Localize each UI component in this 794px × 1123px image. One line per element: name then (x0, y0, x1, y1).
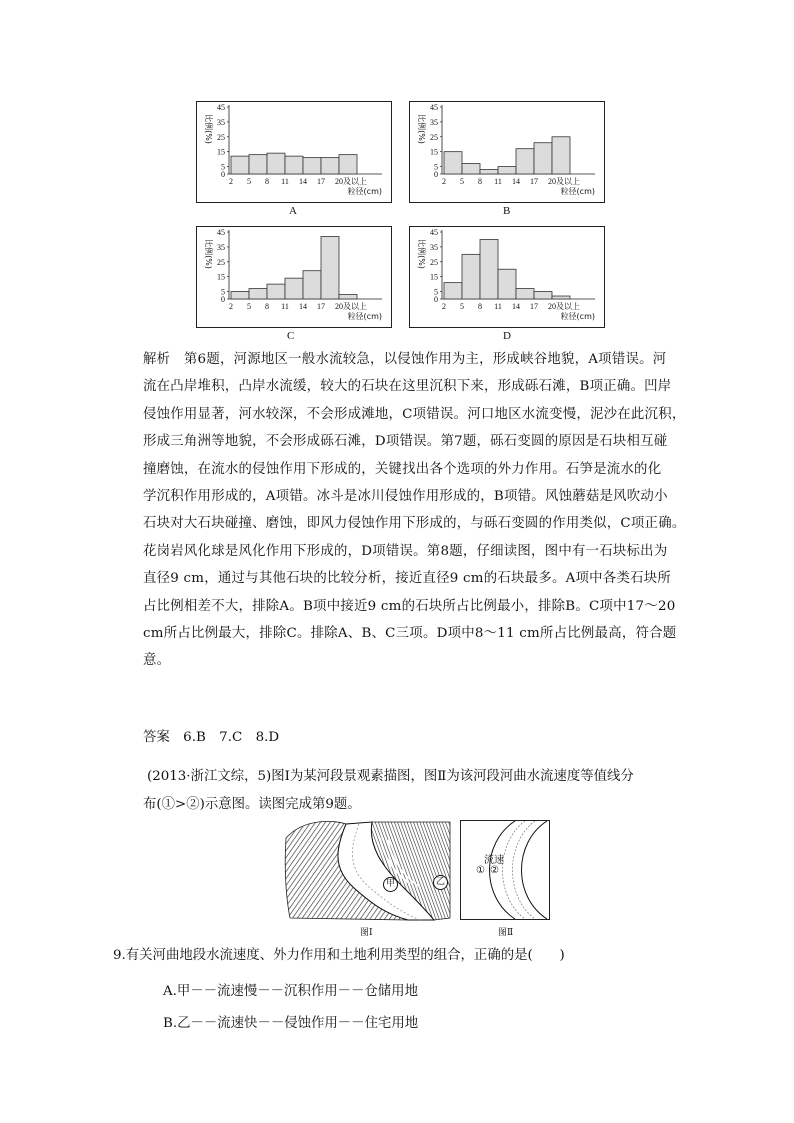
x-tick-label: 2 (229, 177, 233, 186)
y-tick-label: 15 (217, 272, 225, 282)
x-tick-label: 8 (478, 302, 482, 311)
x-tick-label: 20及以上 (335, 302, 367, 311)
bar (267, 284, 285, 299)
x-axis-label: 粒径(cm) (560, 187, 595, 196)
bar (444, 152, 462, 174)
analysis-line: 石块对大石块碰撞、磨蚀，即风力侵蚀作用下形成的，与砾石变圆的作用类似，C项正确。 (143, 516, 686, 532)
isoline-label-1: ① (476, 865, 485, 876)
x-tick-label: 8 (478, 177, 482, 186)
bar (285, 278, 303, 299)
x-tick-label: 2 (229, 302, 233, 311)
x-axis-label: 粒径(cm) (560, 312, 595, 321)
figure-1-river-sketch (284, 818, 452, 928)
x-tick-label: 14 (512, 177, 520, 186)
chart-a (196, 101, 392, 203)
chart-c (196, 226, 392, 328)
bar (480, 239, 498, 299)
analysis-line: 花岗岩风化球是风化作用下形成的，D项错误。第8题，仔细读图，图中有一石块标出为 (143, 543, 668, 559)
chart-c-svg (196, 226, 392, 328)
y-tick-label: 35 (430, 117, 438, 127)
y-tick-label: 15 (430, 272, 438, 282)
y-tick-label: 35 (430, 242, 438, 252)
chart-b (409, 101, 605, 203)
y-tick-label: 25 (217, 257, 225, 267)
bar (285, 156, 303, 174)
chart-a-label: A (289, 205, 297, 217)
figure-2-caption: 图Ⅱ (498, 928, 514, 938)
bar (339, 155, 357, 174)
analysis-line: 直径9 cm，通过与其他石块的比较分析，接近直径9 cm的石块最多。A项中各类石块所 (143, 571, 672, 587)
x-axis-label: 粒径(cm) (347, 312, 382, 321)
x-tick-label: 17 (317, 302, 325, 311)
x-tick-label: 11 (494, 177, 502, 186)
x-tick-label: 11 (281, 302, 289, 311)
y-axis-label: 比例(%) (204, 114, 213, 144)
chart-c-label: C (287, 330, 295, 342)
x-tick-label: 20及以上 (548, 177, 580, 186)
figure-2-velocity-isolines (460, 820, 550, 920)
bar (231, 292, 249, 299)
isoline-svg (461, 821, 549, 919)
bar (321, 158, 339, 174)
label-yi-circle: 乙 (433, 875, 448, 890)
intro-line: (2013·浙江文综，5)图Ⅰ为某河段景观素描图，图Ⅱ为该河段河曲水流速度等值线分 (147, 769, 634, 784)
y-tick-label: 5 (221, 162, 225, 172)
bar (534, 292, 552, 299)
x-tick-label: 17 (530, 302, 538, 311)
answer-line: 答案 6.B 7.C 8.D (143, 730, 280, 745)
y-tick-label: 35 (217, 117, 225, 127)
y-tick-label: 35 (217, 242, 225, 252)
analysis-line: 占比例相差不大，排除A。B项中接近9 cm的石块所占比例最小，排除B。C项中17～20 (143, 598, 676, 614)
y-tick-label: 45 (217, 103, 225, 112)
x-tick-label: 17 (530, 177, 538, 186)
x-tick-label: 20及以上 (335, 177, 367, 186)
bar (303, 158, 321, 174)
chart-d-svg (409, 226, 605, 328)
option-b: B.乙－－流速快－－侵蚀作用－－住宅用地 (163, 1016, 419, 1031)
intro-line: 布(①>②)示意图。读图完成第9题。 (143, 797, 361, 812)
x-tick-label: 14 (299, 302, 307, 311)
isoline-label-2: ② (490, 865, 499, 876)
x-tick-label: 20及以上 (548, 302, 580, 311)
bar (462, 254, 480, 299)
x-tick-label: 2 (442, 177, 446, 186)
y-axis-label: 比例(%) (417, 239, 426, 269)
label-jia-circle: 甲 (383, 877, 398, 892)
bar (267, 153, 285, 174)
x-tick-label: 2 (442, 302, 446, 311)
x-tick-label: 11 (281, 177, 289, 186)
y-tick-label: 5 (221, 287, 225, 297)
bar (516, 149, 534, 174)
option-a: A.甲－－流速慢－－沉积作用－－仓储用地 (163, 984, 418, 999)
bar (444, 283, 462, 299)
figure-1-caption: 图Ⅰ (360, 928, 373, 938)
y-tick-label: 25 (430, 132, 438, 142)
bar (303, 271, 321, 299)
analysis-line: 解析 第6题，河源地区一般水流较急，以侵蚀作用为主，形成峡谷地貌，A项错误。河 (143, 352, 667, 367)
chart-b-svg (409, 101, 605, 203)
y-tick-label: 15 (217, 147, 225, 157)
y-tick-label: 5 (434, 287, 438, 297)
y-tick-label: 45 (430, 228, 438, 237)
bar (231, 156, 249, 174)
x-tick-label: 5 (247, 302, 251, 311)
y-tick-label: 0 (434, 295, 438, 304)
bar (498, 269, 516, 299)
analysis-line: 意。 (143, 653, 171, 669)
y-tick-label: 5 (434, 162, 438, 172)
analysis-line: cm所占比例最大，排除C。排除A、B、C三项。D项中8～11 cm所占比例最高，符合题 (143, 626, 677, 642)
x-tick-label: 8 (265, 177, 269, 186)
analysis-text (143, 346, 686, 675)
question-9-stem: 9.有关河曲地段水流速度、外力作用和土地利用类型的组合，正确的是( ) (113, 948, 565, 963)
analysis-line: 流在凸岸堆积，凸岸水流缓，较大的石块在这里沉积下来，形成砾石滩，B项正确。凹岸 (143, 379, 672, 395)
bar (552, 296, 570, 299)
analysis-line: 侵蚀作用显著，河水较深，不会形成滩地，C项错误。河口地区水流变慢，泥沙在此沉积， (143, 406, 686, 422)
x-tick-label: 11 (494, 302, 502, 311)
bar (321, 236, 339, 299)
river-sketch-svg (284, 818, 452, 924)
y-tick-label: 15 (430, 147, 438, 157)
bar (516, 289, 534, 299)
chart-a-svg (196, 101, 392, 203)
analysis-line: 形成三角洲等地貌，不会形成砾石滩，D项错误。第7题，砾石变圆的原因是石块相互碰 (143, 434, 668, 450)
x-tick-label: 5 (247, 177, 251, 186)
x-tick-label: 8 (265, 302, 269, 311)
x-tick-label: 5 (460, 302, 464, 311)
y-tick-label: 25 (217, 132, 225, 142)
x-tick-label: 14 (512, 302, 520, 311)
x-tick-label: 14 (299, 177, 307, 186)
y-tick-label: 25 (430, 257, 438, 267)
bar (462, 164, 480, 174)
y-axis-label: 比例(%) (204, 239, 213, 269)
chart-d-label: D (503, 330, 511, 342)
analysis-line: 撞磨蚀，在流水的侵蚀作用下形成的，关键找出各个选项的外力作用。石笋是流水的化 (143, 461, 662, 477)
chart-d (409, 226, 605, 328)
bar (552, 137, 570, 174)
x-tick-label: 17 (317, 177, 325, 186)
x-axis-label: 粒径(cm) (347, 187, 382, 196)
flow-speed-label: 流速 (484, 855, 504, 866)
bar (339, 295, 357, 299)
y-tick-label: 45 (430, 103, 438, 112)
y-tick-label: 0 (434, 170, 438, 179)
question-intro (143, 763, 683, 819)
x-tick-label: 5 (460, 177, 464, 186)
y-tick-label: 0 (221, 170, 225, 179)
bar (249, 155, 267, 174)
bar (249, 289, 267, 299)
chart-b-label: B (503, 205, 511, 217)
bar (480, 170, 498, 174)
analysis-line: 学沉积作用形成的，A项错。冰斗是冰川侵蚀作用形成的，B项错。风蚀蘑菇是风吹动小 (143, 489, 668, 505)
y-axis-label: 比例(%) (417, 114, 426, 144)
y-tick-label: 0 (221, 295, 225, 304)
bar (498, 167, 516, 174)
bar (534, 143, 552, 174)
y-tick-label: 45 (217, 228, 225, 237)
